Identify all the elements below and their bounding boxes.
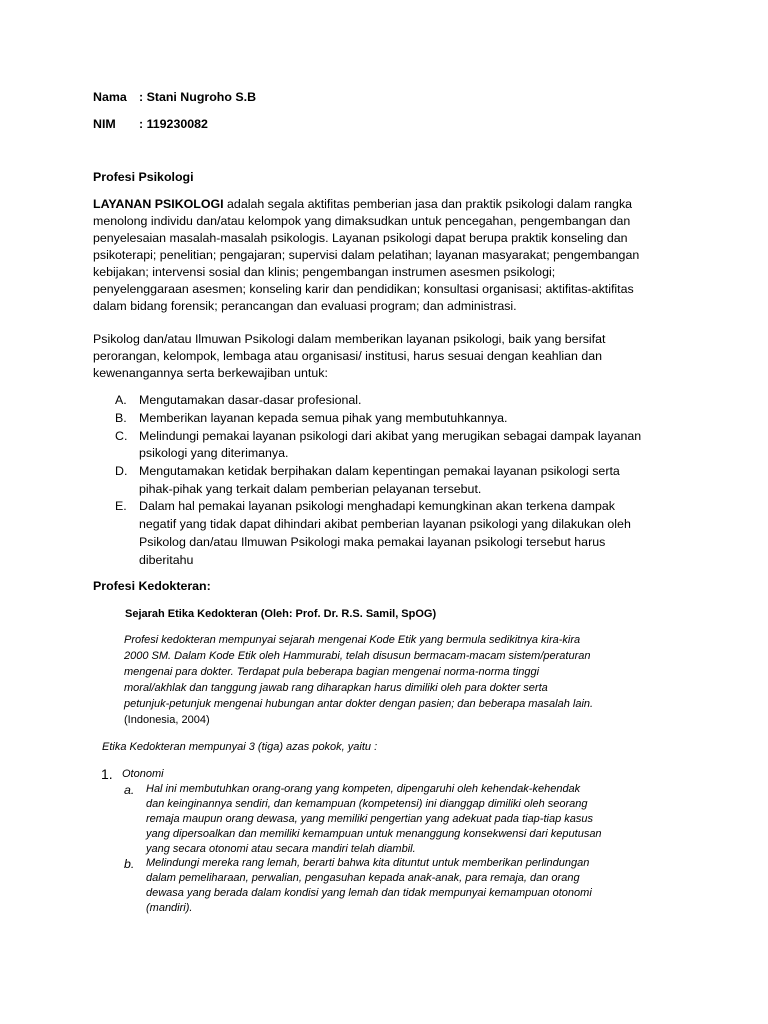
list-item-d-cont: pihak-pihak yang terkait dalam pemberian pelayanan tersebut. [139,482,482,496]
sub-item-b-cont: (mandiri). [146,902,193,914]
nim-label: NIM [93,117,116,131]
nama-value: : Stani Nugroho S.B [139,90,257,104]
sub-item-b-cont: dewasa yang berada dalam kondisi yang lemah dan tidak mempunyai kemampuan otonomi [146,887,592,899]
list-marker-d: D. [115,464,128,478]
sub-item-a-cont: yang secara otonomi atau secara mandiri telah diambil. [146,843,416,855]
paragraph-line: perorangan, kelompok, lembaga atau organisasi/ institusi, harus sesuai dengan keahlian dan [93,349,603,363]
sub-item-a: Hal ini membutuhkan orang-orang yang kompeten, dipengaruhi oleh kehendak-kehendak [146,783,581,795]
paragraph-line [93,196,632,212]
quote-line: petunjuk-petunjuk mengenai hubungan antar dokter dengan pasien; dan beberapa masalah lain. [124,698,594,710]
list-marker-a: A. [115,393,127,407]
quote-citation: (Indonesia, 2004) [124,714,210,726]
azas-intro: Etika Kedokteran mempunyai 3 (tiga) azas pokok, yaitu : [102,741,378,753]
list-item-e: Dalam hal pemakai layanan psikologi menghadapi kemungkinan akan terkena dampak [139,499,615,513]
list-item-b: Memberikan layanan kepada semua pihak yang membutuhkannya. [139,411,508,425]
sub-item-a-cont: yang dipersoalkan dan memiliki kemampuan untuk menanggung konsekwensi dari keputusan [146,828,602,840]
nama-label: Nama [93,90,127,104]
paragraph-text: adalah segala aktifitas pemberian jasa dan praktik psikologi dalam rangka [223,197,633,211]
sub-marker-a: a. [124,783,135,797]
quote-line: Profesi kedokteran mempunyai sejarah mengenai Kode Etik yang bermula sedikitnya kira-kira [124,634,581,646]
kedokteran-heading: Profesi Kedokteran: [93,579,211,593]
list-item-a: Mengutamakan dasar-dasar profesional. [139,393,362,407]
quote-line: moral/akhlak dan tanggung jawab rang diharapkan harus dimiliki oleh para dokter serta [124,682,548,694]
layanan-psikologi-term: LAYANAN PSIKOLOGI [93,197,224,211]
list-marker-b: B. [115,411,127,425]
sub-item-a-cont: dan keinginannya sendiri, dan kemampuan (kompetensi) ini dianggap dimiliki oleh seorang [146,798,588,810]
paragraph-line: penyelesaian masalah-masalah psikologis. Layanan psikologi dapat berupa praktik konseling dan [93,231,628,245]
quote-line: mengenai para dokter. Terdapat pula beberapa bagian mengenai norma-norma tinggi [124,666,540,678]
item-label-otonomi: Otonomi [122,768,164,780]
paragraph-line: kebijakan; intervensi sosial dan klinis; pengembangan instrumen asesmen psikologi; [93,265,556,279]
paragraph-line: dalam bidang forensik; perancangan dan evaluasi program; dan administrasi. [93,299,517,313]
list-marker-e: E. [115,499,127,513]
item-number-1: 1. [101,766,113,782]
paragraph-line: Psikolog dan/atau Ilmuwan Psikologi dalam memberikan layanan psikologi, baik yang bersifat [93,332,606,346]
sejarah-subheading: Sejarah Etika Kedokteran (Oleh: Prof. Dr. R.S. Samil, SpOG) [125,608,437,620]
paragraph-line: menolong individu dan/atau kelompok yang dimaksudkan untuk pencegahan, pengembangan dan [93,214,631,228]
psikologi-heading: Profesi Psikologi [93,170,194,184]
quote-line: 2000 SM. Dalam Kode Etik oleh Hammurabi, telah disusun bermacam-macam sistem/peraturan [124,650,591,662]
sub-item-b-cont: dalam pemeliharaan, perwalian, pengasuhan kepada anak-anak, para remaja, dan orang [146,872,580,884]
list-item-c: Melindungi pemakai layanan psikologi dari akibat yang merugikan sebagai dampak layanan [139,429,642,443]
list-item-e-cont: Psikolog dan/atau Ilmuwan Psikologi maka pemakai layanan psikologi tersebut harus [139,535,606,549]
paragraph-line: penyelenggaraan asesmen; konseling karir dan pendidikan; konsultasi organisasi; aktifitas-aktifitas [93,282,634,296]
list-marker-c: C. [115,429,128,443]
sub-marker-b: b. [124,857,135,871]
paragraph-line: kewenangannya serta berkewajiban untuk: [93,366,328,380]
list-item-e-cont: diberitahu [139,553,194,567]
list-item-e-cont: negatif yang tidak dapat dihindari akibat pemberian layanan psikologi yang dilakukan oleh [139,517,631,531]
sub-item-b: Melindungi mereka rang lemah, berarti bahwa kita dituntut untuk memberikan perlindungan [146,857,590,869]
paragraph-line: psikoterapi; penelitian; pengajaran; supervisi dalam pelatihan; layanan masyarakat; pengembangan [93,248,640,262]
list-item-c-cont: psikologi yang diterimanya. [139,446,289,460]
sub-item-a-cont: remaja maupun orang dewasa, yang memiliki pengertian yang adekuat pada tiap-tiap kasus [146,813,593,825]
list-item-d: Mengutamakan ketidak berpihakan dalam kepentingan pemakai layanan psikologi serta [139,464,620,478]
nim-value: : 119230082 [139,117,208,131]
